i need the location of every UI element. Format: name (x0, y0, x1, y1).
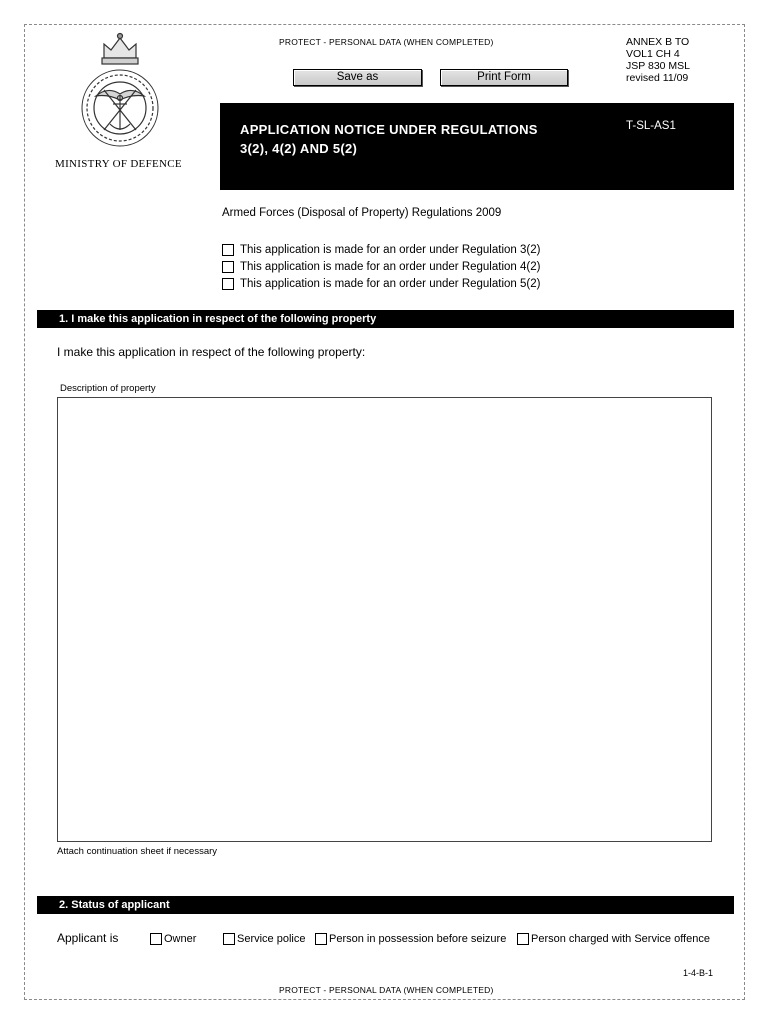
applicant-is-label: Applicant is (57, 931, 119, 945)
regulation-3-2-checkbox[interactable] (222, 244, 234, 256)
regulation-4-2-checkbox[interactable] (222, 261, 234, 273)
status-option-owner (150, 931, 196, 947)
status-option-label: Person charged with Service offence (531, 933, 710, 945)
status-option-label: Service police (237, 933, 306, 945)
form-title (240, 120, 538, 158)
section-heading-text: 2. Status of applicant (59, 899, 170, 911)
status-option-label: Owner (164, 933, 197, 945)
regulation-option-4-2 (222, 259, 540, 274)
description-of-property-field[interactable] (57, 397, 712, 842)
annex-line: JSP 830 MSL (626, 60, 691, 72)
form-title-line: APPLICATION NOTICE UNDER REGULATIONS (240, 122, 538, 137)
section-heading-text: 1. I make this application in respect of the following property (59, 313, 377, 325)
status-option-service-police (223, 931, 305, 947)
regulation-5-2-checkbox[interactable] (222, 278, 234, 290)
protect-notice-top: PROTECT - PERSONAL DATA (WHEN COMPLETED) (279, 37, 494, 47)
print-form-button[interactable]: Print Form (440, 69, 568, 86)
title-box (220, 103, 734, 190)
status-option-possession (315, 931, 506, 947)
service-police-checkbox[interactable] (223, 933, 235, 945)
annex-line: ANNEX B TO (626, 36, 690, 48)
form-title-line: 3(2), 4(2) AND 5(2) (240, 141, 358, 156)
save-as-button[interactable]: Save as (293, 69, 422, 86)
annex-line: revised 11/09 (626, 72, 689, 84)
page-reference: 1-4-B-1 (683, 968, 714, 978)
regulation-option-label: This application is made for an order under Regulation 4(2) (240, 260, 541, 273)
owner-checkbox[interactable] (150, 933, 162, 945)
charged-with-offence-checkbox[interactable] (517, 933, 529, 945)
section-1-heading (37, 310, 734, 328)
regulation-option-label: This application is made for an order under Regulation 3(2) (240, 243, 541, 256)
regulations-title: Armed Forces (Disposal of Property) Regulations 2009 (222, 207, 502, 219)
possession-before-seizure-checkbox[interactable] (315, 933, 327, 945)
section-1-statement: I make this application in respect of the following property: (57, 345, 366, 359)
continuation-note: Attach continuation sheet if necessary (57, 846, 218, 857)
section-2-heading (37, 896, 734, 914)
org-name: MINISTRY OF DEFENCE (55, 158, 182, 170)
status-option-label: Person in possession before seizure (329, 933, 507, 945)
status-option-charged (517, 931, 710, 947)
regulation-option-3-2 (222, 242, 540, 257)
annex-line: VOL1 CH 4 (626, 48, 680, 60)
annex-reference (626, 36, 690, 84)
protect-notice-bottom: PROTECT - PERSONAL DATA (WHEN COMPLETED) (279, 985, 494, 995)
form-code: T-SL-AS1 (626, 120, 676, 132)
regulation-option-label: This application is made for an order under Regulation 5(2) (240, 277, 541, 290)
description-label: Description of property (60, 383, 156, 394)
regulation-option-5-2 (222, 276, 540, 291)
mod-crest-icon (74, 30, 166, 158)
